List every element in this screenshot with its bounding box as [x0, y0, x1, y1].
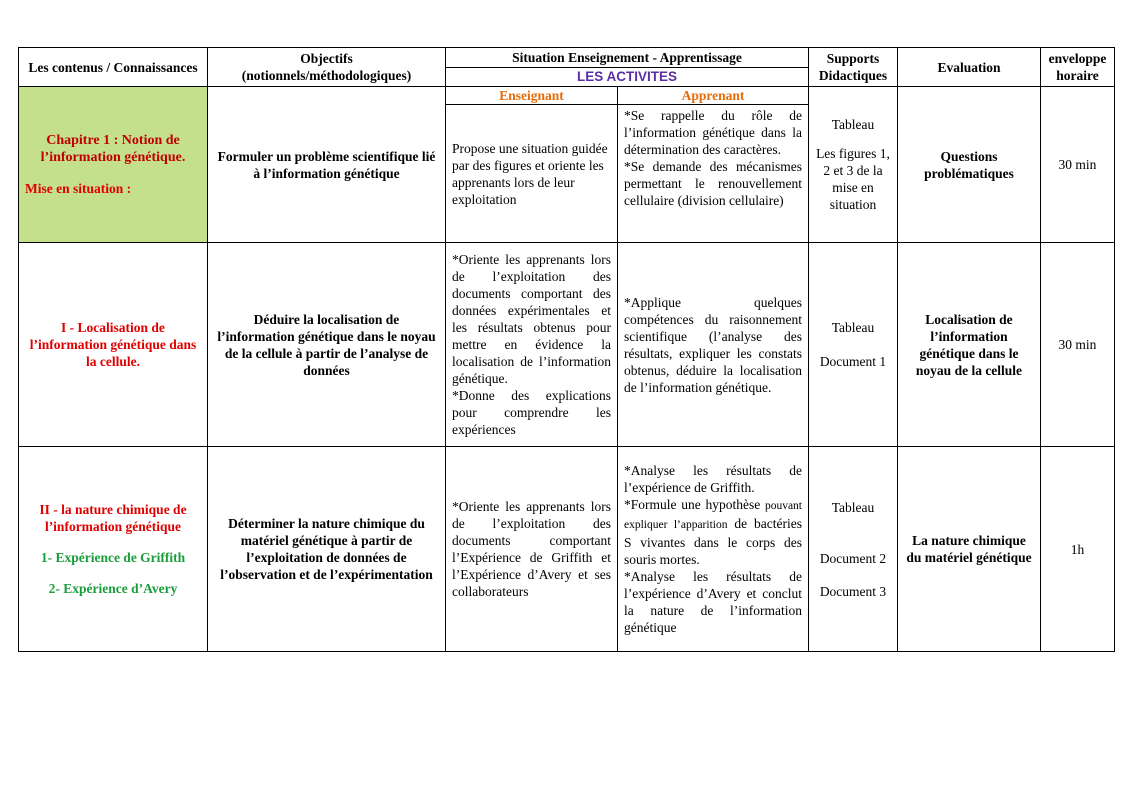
row2-evaluation: Localisation de l’information génétique dans le noyau de la cellule [898, 243, 1041, 447]
header-contenus: Les contenus / Connaissances [19, 48, 208, 87]
header-enveloppe-line2: horaire [1056, 68, 1099, 83]
header-enveloppe-line1: enveloppe [1048, 51, 1107, 66]
row1-horaire: 30 min [1041, 87, 1115, 243]
row3-contenu [19, 447, 208, 652]
row1-supports [809, 87, 898, 243]
row2-objectif: Déduire la localisation de l’information génétique dans le noyau de la cellule à partir de l’analyse de données [208, 243, 446, 447]
row1-enseignant: Propose une situation guidée par des figures et oriente les apprenants lors de leur exploitation [446, 105, 618, 243]
row2-support-document: Document 1 [819, 354, 887, 369]
row1-objectif: Formuler un problème scientifique lié à l’information génétique [208, 87, 446, 243]
row3-contenu-title: II - la nature chimique de l’information génétique [39, 502, 187, 534]
row1-contenu-title: Chapitre 1 : Notion de l’information génétique. [40, 133, 186, 165]
lesson-plan-table [18, 47, 1115, 652]
header-objectifs-title: Objectifs [300, 51, 353, 66]
row2-supports [809, 243, 898, 447]
row2-apprenant: *Applique quelques compétences du raisonnement scientifique (l’analyse des résultats, expliquer les constats obtenus, déduire la localisation de l’information génétique. [618, 243, 809, 447]
row3-support-document3: Document 3 [819, 583, 887, 599]
row2-support-tableau: Tableau [831, 320, 875, 335]
row3-apprenant-2c: de bactéries S vivantes dans le corps des souris mortes. [624, 516, 802, 567]
row3-support-tableau: Tableau [831, 499, 875, 515]
row3-apprenant-2a: *Formule une hypothèse [624, 497, 765, 512]
row3-evaluation: La nature chimique du matériel génétique [898, 447, 1041, 652]
header-activites: LES ACTIVITES [446, 67, 809, 87]
row1-contenu-sub: Mise en situation : [25, 181, 132, 196]
row1-apprenant [618, 105, 809, 243]
row3-horaire: 1h [1041, 447, 1115, 652]
row3-apprenant-2 [624, 496, 802, 568]
row3-contenu-griffith: 1- Expérience de Griffith [40, 550, 186, 565]
row1-apprenant-1: *Se rappelle du rôle de l’information génétique dans la détermination des caractères. [624, 108, 802, 157]
row2-enseignant [446, 243, 618, 447]
row3-apprenant [618, 447, 809, 652]
row3-apprenant-1: *Analyse les résultats de l’expérience de Griffith. [624, 463, 802, 495]
row1-support-figures: Les figures 1, 2 et 3 de la mise en situation [816, 146, 890, 212]
row2-horaire: 30 min [1041, 243, 1115, 447]
row1-support-tableau: Tableau [831, 117, 875, 132]
header-objectifs [208, 48, 446, 87]
row3-contenu-avery: 2- Expérience d’Avery [48, 581, 178, 596]
row3-enseignant: *Oriente les apprenants lors de l’exploitation des documents comportant l’Expérience de Griffith et l’Expérience d’Avery et ses collaborateurs [446, 447, 618, 652]
row1-evaluation: Questions problématiques [898, 87, 1041, 243]
row2-enseignant-2: *Donne des explications pour comprendre les expériences [452, 388, 611, 437]
row1-contenu [19, 87, 208, 243]
header-supports-line1: Supports [826, 51, 880, 66]
row3-support-document2: Document 2 [819, 550, 887, 566]
row2-contenu: I - Localisation de l’information génétique dans la cellule. [19, 243, 208, 447]
header-situation: Situation Enseignement - Apprentissage [446, 48, 809, 68]
header-enseignant: Enseignant [446, 87, 618, 105]
row1-apprenant-2: *Se demande des mécanismes permettant le renouvellement cellulaire (division cellulaire) [624, 159, 802, 208]
row3-objectif: Déterminer la nature chimique du matériel génétique à partir de l’exploitation de données de l’observation et de l’expérimentation [208, 447, 446, 652]
header-evaluation: Evaluation [898, 48, 1041, 87]
row3-supports [809, 447, 898, 652]
row3-apprenant-3: *Analyse les résultats de l’expérience d’Avery et conclut la nature de l’information génétique [624, 569, 802, 635]
header-supports [809, 48, 898, 87]
header-apprenant: Apprenant [618, 87, 809, 105]
header-supports-line2: Didactiques [818, 68, 888, 83]
row3-apprenant-2b: pouvant expliquer l’apparition [624, 500, 802, 531]
header-objectifs-sub: (notionnels/méthodologiques) [241, 68, 412, 83]
row2-enseignant-1: *Oriente les apprenants lors de l’exploitation des documents comportant des données expérimentales et les résultats obtenus pour mettre en évidence la localisation de l’information génétique. [452, 252, 611, 386]
header-enveloppe [1041, 48, 1115, 87]
